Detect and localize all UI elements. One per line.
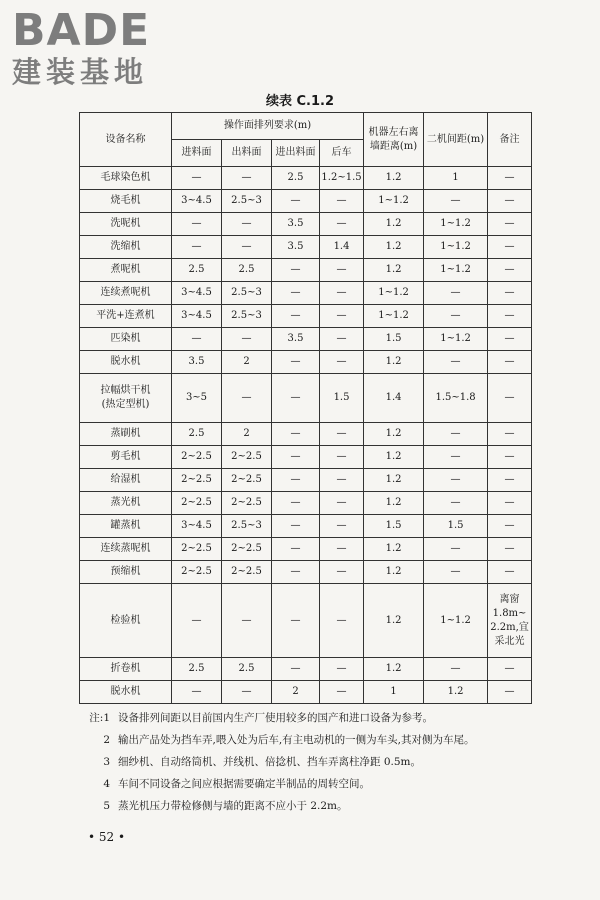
header-equipment-name: 设备名称	[80, 113, 172, 167]
feed-side-cell: 3~4.5	[172, 305, 222, 328]
remark-cell: —	[488, 658, 532, 681]
feed-side-cell: 3~5	[172, 374, 222, 423]
table-row	[80, 351, 532, 374]
feed-side-cell: 2.5	[172, 658, 222, 681]
in-out-side-cell: —	[272, 469, 320, 492]
rear-cell: —	[320, 351, 364, 374]
note-number: 注:1	[89, 712, 110, 724]
output-side-cell: —	[222, 681, 272, 704]
note-number: 4	[103, 778, 110, 790]
table-row	[80, 681, 532, 704]
rear-cell: —	[320, 658, 364, 681]
output-side-cell: 2.5~3	[222, 515, 272, 538]
equipment-name-cell: 给湿机	[80, 469, 172, 492]
note-item	[80, 773, 580, 795]
header-rear: 后车	[320, 140, 364, 167]
rear-cell: 1.4	[320, 236, 364, 259]
output-side-cell: 2.5	[222, 658, 272, 681]
rear-cell: —	[320, 538, 364, 561]
remark-cell: —	[488, 167, 532, 190]
equipment-name-cell: 蒸刷机	[80, 423, 172, 446]
equipment-name-cell: 脱水机	[80, 351, 172, 374]
output-side-cell: —	[222, 584, 272, 658]
in-out-side-cell: —	[272, 584, 320, 658]
wall-distance-cell: 1.2	[364, 492, 424, 515]
page-number: • 52 •	[88, 830, 126, 844]
feed-side-cell: 2~2.5	[172, 492, 222, 515]
equipment-name-cell: 平洗+连煮机	[80, 305, 172, 328]
output-side-cell: 2.5	[222, 259, 272, 282]
in-out-side-cell: —	[272, 305, 320, 328]
equipment-name-cell: 拉幅烘干机 (热定型机)	[80, 374, 172, 423]
remark-cell: —	[488, 190, 532, 213]
table-row	[80, 259, 532, 282]
machine-gap-cell: —	[424, 351, 488, 374]
output-side-cell: 2.5~3	[222, 190, 272, 213]
remark-cell: —	[488, 446, 532, 469]
output-side-cell: 2~2.5	[222, 538, 272, 561]
table-row	[80, 236, 532, 259]
machine-gap-cell: 1~1.2	[424, 213, 488, 236]
rear-cell: —	[320, 305, 364, 328]
table-row	[80, 446, 532, 469]
equipment-name-cell: 连续蒸呢机	[80, 538, 172, 561]
in-out-side-cell: —	[272, 259, 320, 282]
feed-side-cell: 2~2.5	[172, 469, 222, 492]
machine-gap-cell: —	[424, 538, 488, 561]
rear-cell: —	[320, 584, 364, 658]
wall-distance-cell: 1.2	[364, 561, 424, 584]
equipment-spacing-table	[79, 112, 532, 704]
output-side-cell: 2~2.5	[222, 469, 272, 492]
machine-gap-cell: —	[424, 469, 488, 492]
equipment-name-cell: 匹染机	[80, 328, 172, 351]
wall-distance-cell: 1.2	[364, 658, 424, 681]
machine-gap-cell: 1~1.2	[424, 236, 488, 259]
equipment-name-cell: 连续煮呢机	[80, 282, 172, 305]
wall-distance-cell: 1.2	[364, 446, 424, 469]
wall-distance-cell: 1.2	[364, 351, 424, 374]
feed-side-cell: —	[172, 584, 222, 658]
output-side-cell: —	[222, 374, 272, 423]
wall-distance-cell: 1.2	[364, 538, 424, 561]
wall-distance-cell: 1.2	[364, 259, 424, 282]
rear-cell: —	[320, 492, 364, 515]
remark-cell: —	[488, 374, 532, 423]
machine-gap-cell: —	[424, 492, 488, 515]
wall-distance-cell: 1.2	[364, 213, 424, 236]
feed-side-cell: 3~4.5	[172, 282, 222, 305]
feed-side-cell: —	[172, 328, 222, 351]
in-out-side-cell: 2.5	[272, 167, 320, 190]
output-side-cell: —	[222, 213, 272, 236]
equipment-name-cell: 煮呢机	[80, 259, 172, 282]
feed-side-cell: —	[172, 213, 222, 236]
remark-cell: —	[488, 282, 532, 305]
in-out-side-cell: —	[272, 658, 320, 681]
output-side-cell: —	[222, 236, 272, 259]
equipment-name-cell: 洗缩机	[80, 236, 172, 259]
machine-gap-cell: 1.2	[424, 681, 488, 704]
rear-cell: —	[320, 515, 364, 538]
wall-distance-cell: 1.5	[364, 328, 424, 351]
rear-cell: 1.5	[320, 374, 364, 423]
header-feed-side: 进料面	[172, 140, 222, 167]
table-row	[80, 305, 532, 328]
rear-cell: —	[320, 446, 364, 469]
output-side-cell: —	[222, 328, 272, 351]
equipment-name-cell: 脱水机	[80, 681, 172, 704]
output-side-cell: 2.5~3	[222, 282, 272, 305]
remark-cell: —	[488, 328, 532, 351]
remark-cell: —	[488, 423, 532, 446]
rear-cell: —	[320, 328, 364, 351]
machine-gap-cell: —	[424, 658, 488, 681]
in-out-side-cell: 3.5	[272, 213, 320, 236]
wall-distance-cell: 1.4	[364, 374, 424, 423]
table-row	[80, 213, 532, 236]
header-operation-group: 操作面排列要求(m)	[172, 113, 364, 140]
wall-distance-cell: 1~1.2	[364, 190, 424, 213]
header-remark: 备注	[488, 113, 532, 167]
in-out-side-cell: —	[272, 515, 320, 538]
wall-distance-cell: 1~1.2	[364, 305, 424, 328]
wall-distance-cell: 1.2	[364, 167, 424, 190]
rear-cell: —	[320, 282, 364, 305]
wall-distance-cell: 1~1.2	[364, 282, 424, 305]
feed-side-cell: 3.5	[172, 351, 222, 374]
in-out-side-cell: —	[272, 446, 320, 469]
note-item	[80, 795, 580, 817]
machine-gap-cell: 1	[424, 167, 488, 190]
feed-side-cell: —	[172, 167, 222, 190]
equipment-name-cell: 洗呢机	[80, 213, 172, 236]
remark-cell: —	[488, 681, 532, 704]
header-output-side: 出料面	[222, 140, 272, 167]
in-out-side-cell: —	[272, 351, 320, 374]
remark-cell: —	[488, 213, 532, 236]
table-row	[80, 492, 532, 515]
equipment-name-cell: 预缩机	[80, 561, 172, 584]
note-item	[80, 729, 580, 751]
in-out-side-cell: 3.5	[272, 236, 320, 259]
table-caption: 续表 C.1.2	[265, 94, 335, 109]
equipment-name-cell: 剪毛机	[80, 446, 172, 469]
rear-cell: —	[320, 561, 364, 584]
logo-subtitle: 建装基地	[12, 55, 149, 89]
logo-wordmark: BADE	[12, 5, 151, 56]
machine-gap-cell: —	[424, 561, 488, 584]
in-out-side-cell: —	[272, 538, 320, 561]
machine-gap-cell: —	[424, 190, 488, 213]
machine-gap-cell: —	[424, 305, 488, 328]
rear-cell: —	[320, 423, 364, 446]
output-side-cell: 2.5~3	[222, 305, 272, 328]
header-machine-gap: 二机间距(m)	[424, 113, 488, 167]
note-item	[80, 707, 580, 729]
equipment-name-cell: 烧毛机	[80, 190, 172, 213]
equipment-name-cell: 毛球染色机	[80, 167, 172, 190]
in-out-side-cell: —	[272, 374, 320, 423]
feed-side-cell: 2~2.5	[172, 561, 222, 584]
note-number: 5	[103, 800, 110, 812]
wall-distance-cell: 1	[364, 681, 424, 704]
output-side-cell: 2~2.5	[222, 492, 272, 515]
rear-cell: —	[320, 681, 364, 704]
table-row	[80, 561, 532, 584]
table-row	[80, 584, 532, 658]
machine-gap-cell: —	[424, 282, 488, 305]
machine-gap-cell: 1~1.2	[424, 584, 488, 658]
brand-logo	[12, 5, 182, 89]
notes-block	[80, 707, 580, 817]
feed-side-cell: —	[172, 236, 222, 259]
equipment-name-cell: 罐蒸机	[80, 515, 172, 538]
equipment-name-cell: 折卷机	[80, 658, 172, 681]
rear-cell: —	[320, 469, 364, 492]
feed-side-cell: 2.5	[172, 423, 222, 446]
output-side-cell: 2~2.5	[222, 446, 272, 469]
remark-cell: —	[488, 538, 532, 561]
header-wall-distance: 机器左右离墙距离(m)	[364, 113, 424, 167]
remark-cell: —	[488, 259, 532, 282]
rear-cell: —	[320, 259, 364, 282]
note-text: 车间不同设备之间应根据需要确定半制品的周转空间。	[118, 778, 370, 790]
table-row	[80, 469, 532, 492]
note-text: 设备排列间距以目前国内生产厂使用较多的国产和进口设备为参考。	[118, 712, 433, 724]
machine-gap-cell: 1~1.2	[424, 259, 488, 282]
note-number: 3	[103, 756, 110, 768]
wall-distance-cell: 1.2	[364, 469, 424, 492]
in-out-side-cell: 2	[272, 681, 320, 704]
remark-cell: —	[488, 351, 532, 374]
output-side-cell: 2	[222, 423, 272, 446]
remark-cell: —	[488, 515, 532, 538]
machine-gap-cell: —	[424, 423, 488, 446]
wall-distance-cell: 1.5	[364, 515, 424, 538]
wall-distance-cell: 1.2	[364, 236, 424, 259]
feed-side-cell: 2.5	[172, 259, 222, 282]
wall-distance-cell: 1.2	[364, 423, 424, 446]
wall-distance-cell: 1.2	[364, 584, 424, 658]
remark-cell: —	[488, 469, 532, 492]
in-out-side-cell: —	[272, 423, 320, 446]
table-row	[80, 282, 532, 305]
machine-gap-cell: 1.5	[424, 515, 488, 538]
header-in-out-side: 进出料面	[272, 140, 320, 167]
machine-gap-cell: —	[424, 446, 488, 469]
feed-side-cell: 2~2.5	[172, 538, 222, 561]
rear-cell: —	[320, 213, 364, 236]
feed-side-cell: 3~4.5	[172, 190, 222, 213]
rear-cell: 1.2~1.5	[320, 167, 364, 190]
in-out-side-cell: —	[272, 190, 320, 213]
machine-gap-cell: 1.5~1.8	[424, 374, 488, 423]
output-side-cell: —	[222, 167, 272, 190]
output-side-cell: 2~2.5	[222, 561, 272, 584]
rear-cell: —	[320, 190, 364, 213]
feed-side-cell: 3~4.5	[172, 515, 222, 538]
note-item	[80, 751, 580, 773]
table-row	[80, 190, 532, 213]
in-out-side-cell: —	[272, 561, 320, 584]
note-text: 细纱机、自动络筒机、并线机、倍捻机、挡车弄离柱净距 0.5m。	[118, 756, 421, 768]
equipment-name-cell: 检验机	[80, 584, 172, 658]
machine-gap-cell: 1~1.2	[424, 328, 488, 351]
table-row	[80, 167, 532, 190]
note-text: 输出产品处为挡车弄,喂入处为后车,有主电动机的一侧为车头,其对侧为车尾。	[118, 734, 475, 746]
table-row	[80, 538, 532, 561]
table-row	[80, 374, 532, 423]
in-out-side-cell: —	[272, 282, 320, 305]
remark-cell: —	[488, 236, 532, 259]
note-number: 2	[103, 734, 110, 746]
remark-cell: —	[488, 305, 532, 328]
in-out-side-cell: —	[272, 492, 320, 515]
feed-side-cell: 2~2.5	[172, 446, 222, 469]
remark-cell: —	[488, 561, 532, 584]
equipment-name-cell: 蒸光机	[80, 492, 172, 515]
table-row	[80, 658, 532, 681]
table-row	[80, 515, 532, 538]
table-body	[80, 167, 532, 704]
in-out-side-cell: 3.5	[272, 328, 320, 351]
table-row	[80, 328, 532, 351]
remark-cell: —	[488, 492, 532, 515]
output-side-cell: 2	[222, 351, 272, 374]
table-row	[80, 423, 532, 446]
note-text: 蒸光机压力带检修侧与墙的距离不应小于 2.2m。	[118, 800, 348, 812]
feed-side-cell: —	[172, 681, 222, 704]
remark-cell: 离窗 1.8m~ 2.2m,宜 采北光	[488, 584, 532, 658]
